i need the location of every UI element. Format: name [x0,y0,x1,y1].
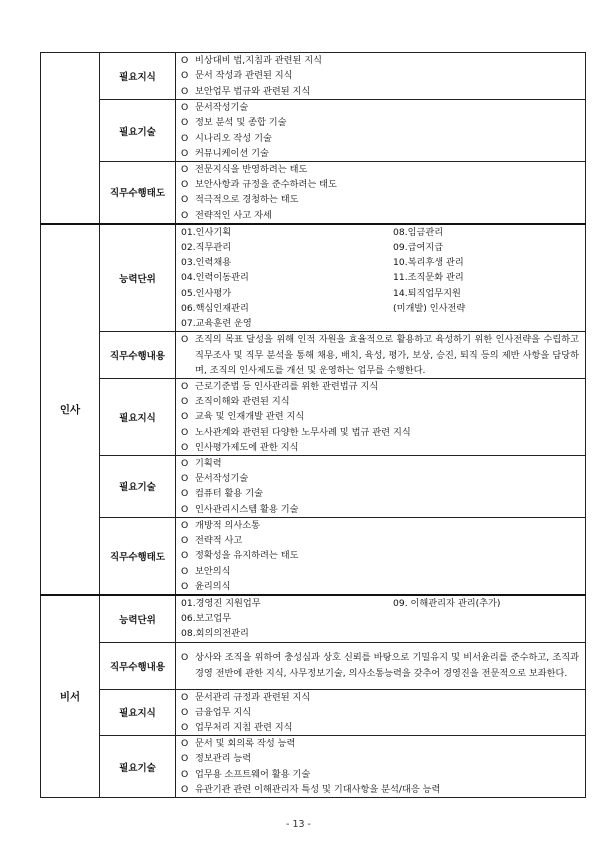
bullet-text: 노사관계와 관련된 다양한 노무사례 및 법규 관련 지식 [195,426,411,438]
bullet-item [181,471,579,486]
bullet-marker: O [181,458,189,470]
row-label: 필요지식 [100,53,176,100]
bullet-text: 조직이해와 관련된 지식 [195,396,290,408]
bullet-text: 교육 및 인재개발 관련 지식 [195,411,305,423]
table-row [41,517,586,595]
bullet-marker: O [181,706,189,718]
bullet-marker: O [181,411,189,423]
bullet-item [181,736,579,751]
bullet-item [181,456,579,471]
bullet-item [181,394,579,409]
bullet-text: 전문지식을 반영하려는 태도 [195,164,308,175]
table-row [41,642,586,689]
bullet-item [181,486,579,501]
bullet-text: 윤리의식 [195,580,231,592]
table-row [41,736,586,798]
bullet-marker: O [181,70,189,82]
bullet-item [181,548,579,563]
bullet-text: 비상대비 법,지침과 관련된 지식 [195,55,323,67]
bullet-marker: O [181,132,189,144]
ability-unit: 01.인사기획 [181,226,232,238]
bullet-marker: O [181,117,189,129]
bullet-marker: O [181,179,189,191]
ability-units [181,596,579,642]
bullet-text: 보안의식 [195,565,231,577]
table-body [41,53,586,798]
bullet-text: 전략적인 사고 자세 [195,209,272,221]
bullet-item [181,192,579,207]
page-number: - 13 - [286,819,311,830]
bullet-marker: O [181,55,189,67]
table-row [41,595,586,642]
bullet-item [181,177,579,192]
bullet-marker: O [181,396,189,408]
table-row [41,100,586,162]
category-cell [41,53,100,224]
bullet-marker: O [181,565,189,577]
ability-units [181,225,579,331]
row-content [176,455,586,517]
bullet-marker: O [181,194,189,206]
bullet-item [181,425,579,440]
bullet-text: 문서작성기술 [195,102,249,114]
bullet-item [181,782,579,797]
bullet-item [181,100,579,115]
bullet-item [181,379,579,394]
bullet-marker: O [181,691,189,703]
row-content [176,100,586,162]
units-column-right [393,225,579,331]
bullet-marker: O [181,488,189,500]
bullet-text: 보안사항과 규정을 준수하려는 태도 [195,179,337,191]
bullet-item [181,53,579,68]
bullet-marker: O [181,721,189,733]
units-column-left [181,596,393,642]
units-column-right [393,596,579,642]
bullet-paragraph [181,650,579,680]
bullet-text: 문서 작성과 관련된 지식 [195,70,293,82]
bullet-item [181,84,579,99]
bullet-marker: O [181,209,189,221]
table-row [41,378,586,455]
bullet-text: 문서 및 회의록 작성 능력 [195,738,296,750]
bullet-text: 문서작성기술 [195,473,249,485]
ability-unit: 14.퇴직업무지원 [393,287,461,299]
ability-unit: 06.보고업무 [181,613,232,625]
category-cell: 비서 [41,595,100,798]
bullet-marker: O [181,503,189,515]
ability-unit: 10.복리후생 관리 [393,257,464,269]
table-row [41,53,586,100]
bullet-item [181,440,579,455]
job-competency-table [40,52,586,798]
bullet-text: 업무용 소프트웨어 활용 기술 [195,768,311,780]
table-row [41,332,586,379]
bullet-item [181,579,579,594]
bullet-text: 정확성을 유지하려는 태도 [195,550,299,562]
row-label: 직무수행태도 [100,517,176,595]
row-content [176,517,586,595]
bullet-item [181,720,579,735]
bullet-marker: O [181,535,189,547]
bullet-item [181,564,579,579]
ability-unit: 05.인사평가 [181,287,232,299]
ability-unit: 02.직무관리 [181,242,232,254]
bullet-text: 보안업무 법규와 관련된 지식 [195,85,311,97]
bullet-marker: O [181,85,189,97]
bullet-item [181,705,579,720]
bullet-text: 업무처리 지침 관련 지식 [195,721,293,733]
bullet-text: 정보관리 능력 [195,753,252,765]
bullet-marker: O [181,441,189,453]
bullet-marker: O [181,768,189,780]
ability-unit: 01.경영진 지원업무 [181,597,261,609]
ability-unit: 09.급여지급 [393,242,444,254]
bullet-text: 근로기준법 등 인사관리를 위한 관련법규 지식 [195,380,379,392]
bullet-text: 정보 분석 및 종합 기술 [195,117,287,129]
row-content [176,689,586,736]
row-content [176,595,586,642]
bullet-marker: O [181,473,189,485]
bullet-text: 기획력 [195,458,222,470]
ability-unit: 09. 이해관리자 관리(추가) [393,597,501,609]
bullet-marker: O [181,652,189,664]
bullet-item [181,690,579,705]
bullet-item [181,518,579,533]
table-row [41,455,586,517]
paragraph-text: 상사와 조직을 위하여 충성심과 상호 신뢰를 바탕으로 기밀유지 및 비서윤리를 준수하고, 조직과 경영 전반에 관한 지식, 사무정보기술, 의사소통능력을 갖추어 경영진을 전문적으로 보좌한다. [195,652,579,679]
bullet-marker: O [181,102,189,114]
row-content [176,332,586,379]
bullet-text: 적극적으로 경청하는 태도 [195,194,299,206]
bullet-item [181,208,579,223]
ability-unit: 08.임금관리 [393,226,444,238]
bullet-marker: O [181,334,189,346]
table-row [41,224,586,332]
units-column-left [181,225,393,331]
bullet-text: 시나리오 작성 기술 [195,132,272,144]
row-label: 필요기술 [100,455,176,517]
bullet-text: 문서관리 규정과 관련된 지식 [195,691,311,703]
ability-unit: 11.조직문화 관리 [393,272,464,284]
bullet-marker: O [181,164,189,175]
table-row [41,689,586,736]
bullet-item [181,767,579,782]
table-row [41,162,586,224]
ability-unit: (미개발) 인사전략 [393,302,466,314]
ability-unit: 08.회의의전관리 [181,628,249,640]
bullet-text: 인사관리시스템 활용 기술 [195,503,299,515]
bullet-text: 인사평가제도에 관한 지식 [195,441,299,453]
row-label: 필요기술 [100,100,176,162]
bullet-item [181,146,579,161]
bullet-text: 개방적 의사소통 [195,519,261,531]
bullet-marker: O [181,426,189,438]
bullet-item [181,751,579,766]
ability-unit: 04.인력이동관리 [181,272,249,284]
paragraph-text: 조직의 목표 달성을 위해 인적 자원을 효율적으로 활용하고 육성하기 위한 인사전략을 수립하고 직무조사 및 직무 분석을 통해 채용, 배치, 육성, 평가, 보상, 승진, 퇴직 등의 제반 사항을 담당하며, 조직의 인사제도를 개선 및 운영하는 업무를 수행한다. [195,334,579,376]
bullet-item [181,409,579,424]
row-content [176,162,586,224]
row-label: 직무수행내용 [100,642,176,689]
row-content [176,642,586,689]
row-content [176,378,586,455]
bullet-marker: O [181,580,189,592]
bullet-marker: O [181,519,189,531]
bullet-paragraph [181,332,579,378]
bullet-marker: O [181,753,189,765]
bullet-text: 컴퓨터 활용 기술 [195,488,263,500]
row-content [176,736,586,798]
bullet-item [181,502,579,517]
row-label: 필요지식 [100,689,176,736]
ability-unit: 07.교육훈련 운영 [181,318,252,330]
bullet-marker: O [181,380,189,392]
category-cell: 인사 [41,224,100,595]
bullet-item [181,131,579,146]
bullet-item [181,115,579,130]
bullet-marker: O [181,147,189,159]
row-content [176,224,586,332]
ability-unit: 06.핵심인재관리 [181,302,249,314]
row-label: 능력단위 [100,595,176,642]
bullet-marker: O [181,738,189,750]
row-label: 필요지식 [100,378,176,455]
bullet-item [181,68,579,83]
row-label: 능력단위 [100,224,176,332]
bullet-text: 금융업무 지식 [195,706,252,718]
bullet-item [181,162,579,177]
row-label: 직무수행태도 [100,162,176,224]
bullet-item [181,533,579,548]
row-content [176,53,586,100]
bullet-marker: O [181,550,189,562]
bullet-text: 전략적 사고 [195,535,243,547]
bullet-marker: O [181,783,189,795]
row-label: 필요기술 [100,736,176,798]
ability-unit: 03.인력채용 [181,257,232,269]
bullet-text: 유관기관 관련 이해관리자 특성 및 기대사항을 분석/대응 능력 [195,783,441,795]
row-label: 직무수행내용 [100,332,176,379]
bullet-text: 커뮤니케이션 기술 [195,147,269,159]
